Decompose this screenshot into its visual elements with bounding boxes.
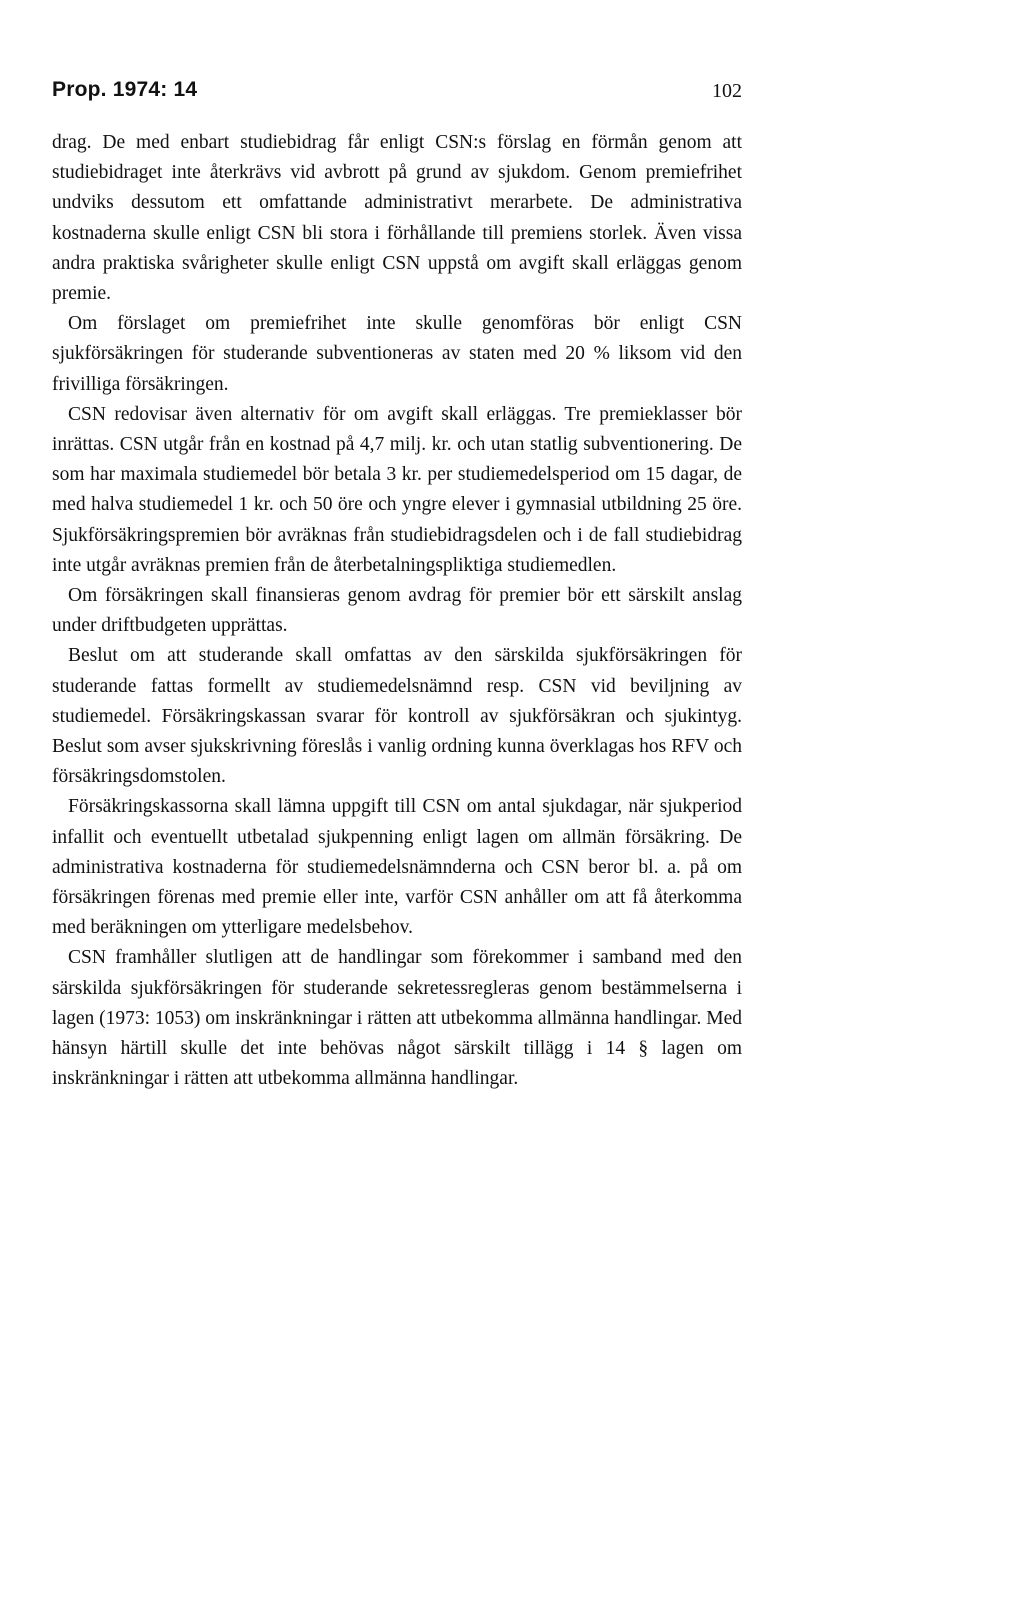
paragraph: Om förslaget om premiefrihet inte skulle genomföras bör enligt CSN sjukförsäkringen för studerande subventioneras av staten med 20 % liksom vid den frivilliga försäkringen. <box>52 313 742 395</box>
paragraph: CSN redovisar även alternativ för om avgift skall erläggas. Tre premieklasser bör inrättas. CSN utgår från en kostnad på 4,7 milj. kr. och utan statlig subventionering. De som har maximala studiemedel bör betala 3 kr. per studiemedelsperiod om 15 dagar, de med halva studiemedel 1 kr. och 50 öre och yngre elever i gymnasial utbildning 25 öre. Sjukförsäkringspremien bör avräknas från studiebidragsdelen och i de fall studiebidrag inte utgår avräknas premien från de återbetalningspliktiga studiemedlen. <box>52 403 742 576</box>
paragraph: drag. De med enbart studiebidrag får enligt CSN:s förslag en förmån genom att studiebidraget inte återkrävs vid avbrott på grund av sjukdom. Genom premiefrihet undviks dessutom ett omfattande administrativt merarbete. De administrativa kostnaderna skulle enligt CSN bli stora i förhållande till premiens storlek. Även vissa andra praktiska svårigheter skulle enligt CSN uppstå om avgift skall erläggas genom premie. <box>52 132 742 305</box>
page-header <box>52 68 742 110</box>
document-page <box>52 68 742 1095</box>
paragraph: Beslut om att studerande skall omfattas av den särskilda sjukförsäkringen för studerande fattas formellt av studiemedelsnämnd resp. CSN vid beviljning av studiemedel. Försäkringskassan svarar för kontroll av sjukförsäkran och sjukintyg. Beslut som avser sjukskrivning föreslås i vanlig ordning kunna överklagas hos RFV och försäkringsdomstolen. <box>52 645 742 788</box>
document-reference: Prop. 1974: 14 <box>52 78 198 101</box>
paragraph: CSN framhåller slutligen att de handlingar som förekommer i samband med den särskilda sjukförsäkringen för studerande sekretessregleras genom bestämmelserna i lagen (1973: 1053) om inskränkningar i rätten att utbekomma allmänna handlingar. Med hänsyn härtill skulle det inte behövas något särskilt tillägg i 14 § lagen om inskränkningar i rätten att utbekomma allmänna handlingar. <box>52 947 742 1090</box>
page-number: 102 <box>712 80 742 102</box>
paragraph: Om försäkringen skall finansieras genom avdrag för premier bör ett särskilt anslag under driftbudgeten upprättas. <box>52 585 742 637</box>
body-text <box>52 128 742 1095</box>
paragraph: Försäkringskassorna skall lämna uppgift till CSN om antal sjukdagar, när sjukperiod infallit och eventuellt utbetalad sjukpenning enligt lagen om allmän försäkring. De administrativa kostnaderna för studiemedelsnämnderna och CSN beror bl. a. på om försäkringen förenas med premie eller inte, varför CSN anhåller om att få återkomma med beräkningen om ytterligare medelsbehov. <box>52 796 742 939</box>
